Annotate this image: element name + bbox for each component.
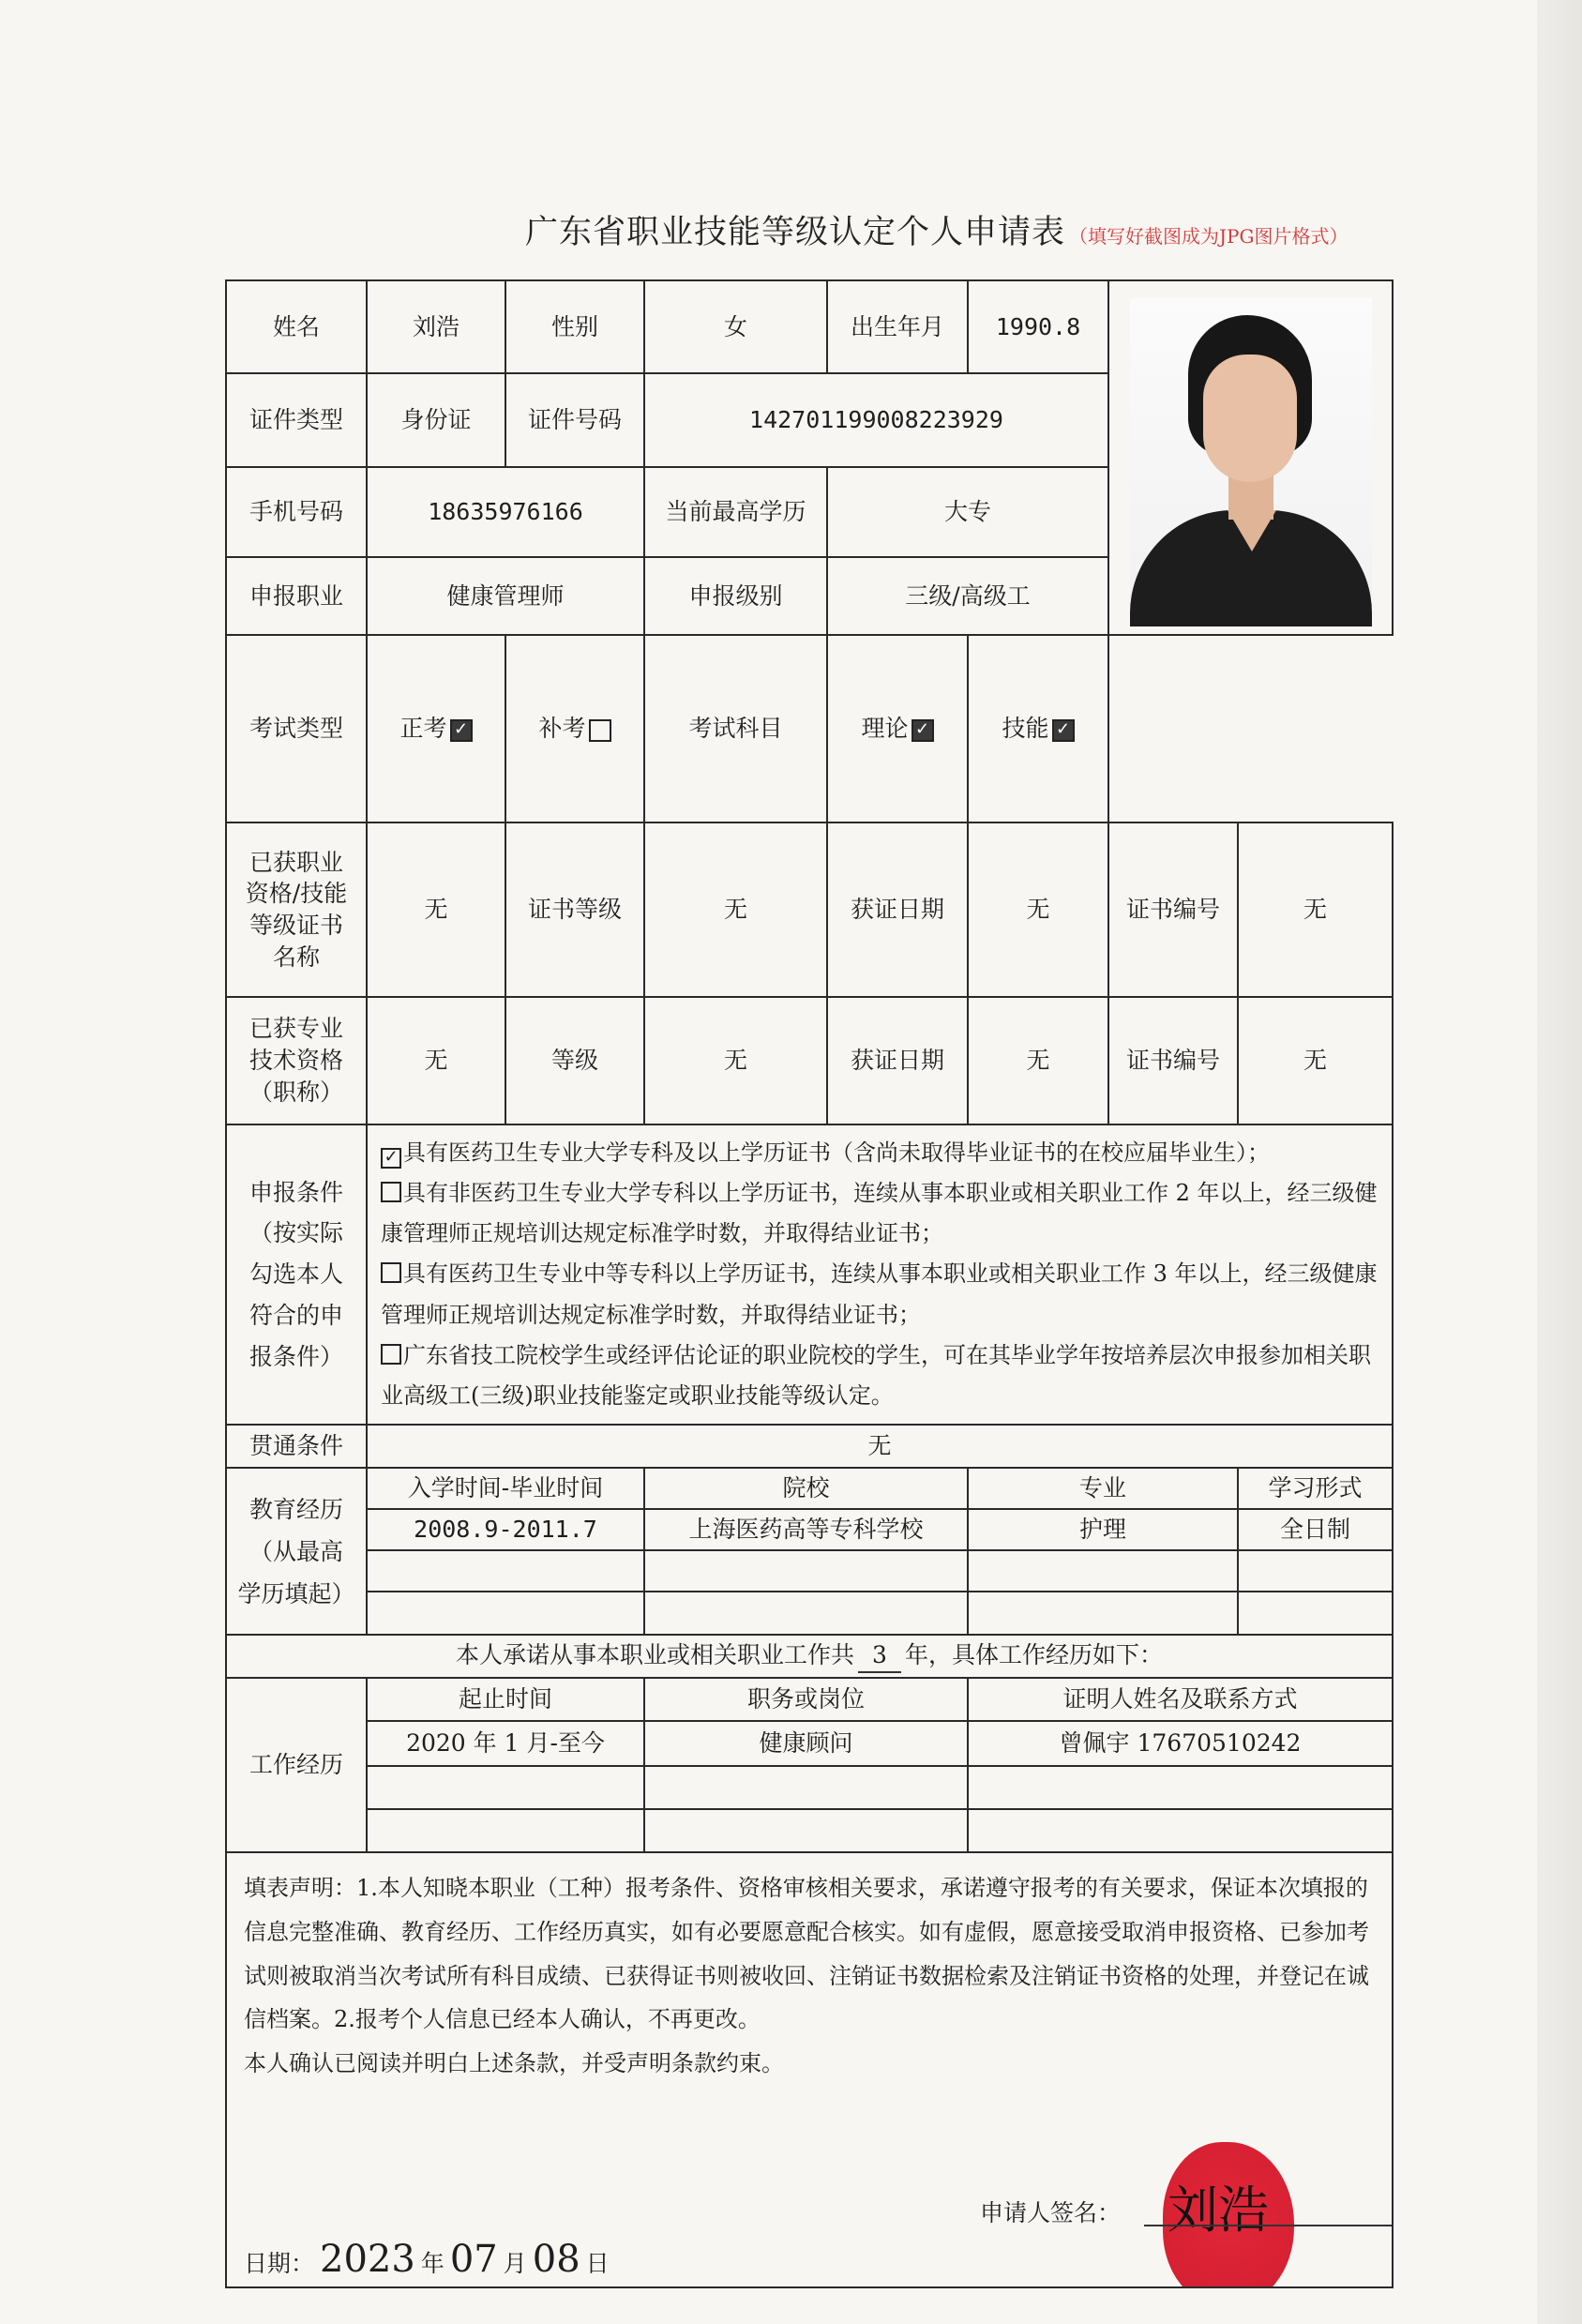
exam-theory xyxy=(827,635,968,822)
edu-period: 2008.9-2011.7 xyxy=(367,1509,644,1550)
sign-day: 08 xyxy=(529,2223,584,2287)
table-row xyxy=(226,1721,1393,1766)
exam-skill-checkbox: ✓ xyxy=(1052,719,1075,742)
edu-header-period: 入学时间-毕业时间 xyxy=(367,1468,644,1509)
cert1-no: 无 xyxy=(1238,822,1393,997)
edu-header-form: 学习形式 xyxy=(1238,1468,1393,1509)
cert2-date: 无 xyxy=(968,997,1108,1124)
id-photo xyxy=(1130,298,1372,626)
condition-checkbox xyxy=(381,1344,401,1365)
photo-cell xyxy=(1108,280,1393,635)
cert2-grade-label: 等级 xyxy=(505,997,644,1124)
work-period: 2020 年 1 月-至今 xyxy=(367,1721,644,1766)
handwritten-signature: 刘浩 xyxy=(1168,2180,1269,2240)
table-row xyxy=(226,1809,1393,1852)
conditions-label: 申报条件 （按实际 勾选本人 符合的申 报条件） xyxy=(226,1124,367,1425)
birth-label: 出生年月 xyxy=(827,280,968,373)
table-row xyxy=(226,1509,1393,1550)
job-label: 申报职业 xyxy=(226,557,367,635)
pledge-years: 3 xyxy=(858,1639,901,1673)
signature-label: 申请人签名： xyxy=(980,2198,1122,2226)
phone-value: 18635976166 xyxy=(367,467,644,557)
edu-header-major: 专业 xyxy=(968,1468,1238,1509)
sign-year: 2023 xyxy=(316,2223,419,2287)
cert2-grade: 无 xyxy=(644,997,827,1124)
id-type-label: 证件类型 xyxy=(226,373,367,466)
id-no-label: 证件号码 xyxy=(505,373,644,466)
form-title: 广东省职业技能等级认定个人申请表 xyxy=(525,214,1066,251)
work-label: 工作经历 xyxy=(226,1678,367,1852)
work-header-position: 职务或岗位 xyxy=(644,1678,968,1721)
exam-regular-checkbox: ✓ xyxy=(450,719,473,742)
id-type-value: 身份证 xyxy=(367,373,505,466)
exam-skill xyxy=(968,635,1108,822)
exam-theory-checkbox: ✓ xyxy=(912,719,934,742)
work-position: 健康顾问 xyxy=(644,1721,968,1766)
exam-regular xyxy=(367,635,505,822)
exam-regular-label: 正考 xyxy=(399,715,447,743)
through-value: 无 xyxy=(367,1425,1393,1468)
application-form xyxy=(225,279,1394,2288)
job-value: 健康管理师 xyxy=(367,557,644,635)
cert2-label: 已获专业 技术资格 （职称） xyxy=(226,997,367,1124)
cert1-no-label: 证书编号 xyxy=(1108,822,1238,997)
exam-type-label: 考试类型 xyxy=(226,635,367,822)
exam-subject-label: 考试科目 xyxy=(644,635,827,822)
condition-checkbox-checked: ✓ xyxy=(381,1148,401,1169)
cert1-name: 无 xyxy=(367,822,505,997)
birth-value: 1990.8 xyxy=(968,280,1108,373)
edu-school: 上海医药高等专科学校 xyxy=(644,1509,968,1550)
condition-item: 具有非医药卫生专业大学专科以上学历证书，连续从事本职业或相关职业工作 2 年以上，经三级健康管理师正规培训达规定标准学时数，并取得结业证书； xyxy=(381,1180,1378,1247)
form-title-block xyxy=(525,206,1444,263)
work-header-period: 起止时间 xyxy=(367,1678,644,1721)
table-row xyxy=(226,1592,1393,1635)
declaration-cell xyxy=(226,1852,1393,2287)
cert2-no-label: 证书编号 xyxy=(1108,997,1238,1124)
condition-checkbox xyxy=(381,1182,401,1202)
sign-month: 07 xyxy=(446,2223,502,2287)
signature-area xyxy=(244,2086,1375,2281)
level-value: 三级/高级工 xyxy=(827,557,1108,635)
work-reference: 曾佩宇 17670510242 xyxy=(968,1721,1393,1766)
cert2-name: 无 xyxy=(367,997,505,1124)
exam-makeup-label: 补考 xyxy=(538,715,586,743)
exam-makeup xyxy=(505,635,644,822)
education-label: 教育经历 （从最高 学历填起） xyxy=(226,1468,367,1635)
cert1-grade: 无 xyxy=(644,822,827,997)
condition-checkbox xyxy=(381,1262,401,1283)
sign-date: 日期： 2023 年 07 月 08 日 xyxy=(244,2223,610,2287)
declaration-text: 填表声明：1.本人知晓本职业（工种）报考条件、资格审核相关要求，承诺遵守报考的有关要求，保证本次填报的信息完整准确、教育经历、工作经历真实，如有必要愿意配合核实。如有虚假，愿意接受取消申报资格、已参加考试则被取消当次考试所有科目成绩、已获得证书则被收回、注销证书数据检索及注销证书资格的处理，并登记在诚信档案。2.报考个人信息已经本人确认，不再更改。 xyxy=(244,1875,1369,2033)
table-row xyxy=(226,1550,1393,1592)
edu-header-school: 院校 xyxy=(644,1468,968,1509)
declaration-confirm: 本人确认已阅读并明白上述条款，并受声明条款约束。 xyxy=(244,2050,784,2077)
condition-item: 广东省技工院校学生或经评估论证的职业院校的学生，可在其毕业学年按培养层次申报参加相关职业高级工(三级)职业技能鉴定或职业技能等级认定。 xyxy=(381,1341,1371,1409)
edu-major: 护理 xyxy=(968,1509,1238,1550)
gender-label: 性别 xyxy=(505,280,644,373)
exam-makeup-checkbox xyxy=(589,719,611,742)
cert1-label: 已获职业 资格/技能 等级证书 名称 xyxy=(226,822,367,997)
name-value: 刘浩 xyxy=(367,280,505,373)
cert1-grade-label: 证书等级 xyxy=(505,822,644,997)
phone-label: 手机号码 xyxy=(226,467,367,557)
level-label: 申报级别 xyxy=(644,557,827,635)
cert1-date-label: 获证日期 xyxy=(827,822,968,997)
condition-item: ✓ 具有医药卫生专业大学专科及以上学历证书（含尚未取得毕业证书的在校应届毕业生）； xyxy=(381,1133,1379,1173)
cert2-date-label: 获证日期 xyxy=(827,997,968,1124)
exam-theory-label: 理论 xyxy=(861,715,909,743)
work-pledge: 本人承诺从事本职业或相关职业工作共 3 年，具体工作经历如下： xyxy=(226,1635,1393,1678)
paper-edge xyxy=(1537,0,1582,2324)
condition-item: 具有医药卫生专业中等专科以上学历证书，连续从事本职业或相关职业工作 3 年以上，经三级健康管理师正规培训达规定标准学时数，并取得结业证书； xyxy=(381,1260,1378,1328)
name-label: 姓名 xyxy=(226,280,367,373)
table-row xyxy=(226,1766,1393,1809)
signature-line xyxy=(1144,2225,1393,2226)
format-note: （填写好截图成为JPG图片格式） xyxy=(1069,225,1348,248)
gender-value: 女 xyxy=(644,280,827,373)
edu-value: 大专 xyxy=(827,467,1108,557)
edu-label: 当前最高学历 xyxy=(644,467,827,557)
id-no-value: 142701199008223929 xyxy=(644,373,1108,466)
cert2-no: 无 xyxy=(1238,997,1393,1124)
conditions-list xyxy=(367,1124,1393,1425)
cert1-date: 无 xyxy=(968,822,1108,997)
work-header-reference: 证明人姓名及联系方式 xyxy=(968,1678,1393,1721)
edu-form: 全日制 xyxy=(1238,1509,1393,1550)
exam-skill-label: 技能 xyxy=(1002,715,1049,743)
through-label: 贯通条件 xyxy=(226,1425,367,1468)
